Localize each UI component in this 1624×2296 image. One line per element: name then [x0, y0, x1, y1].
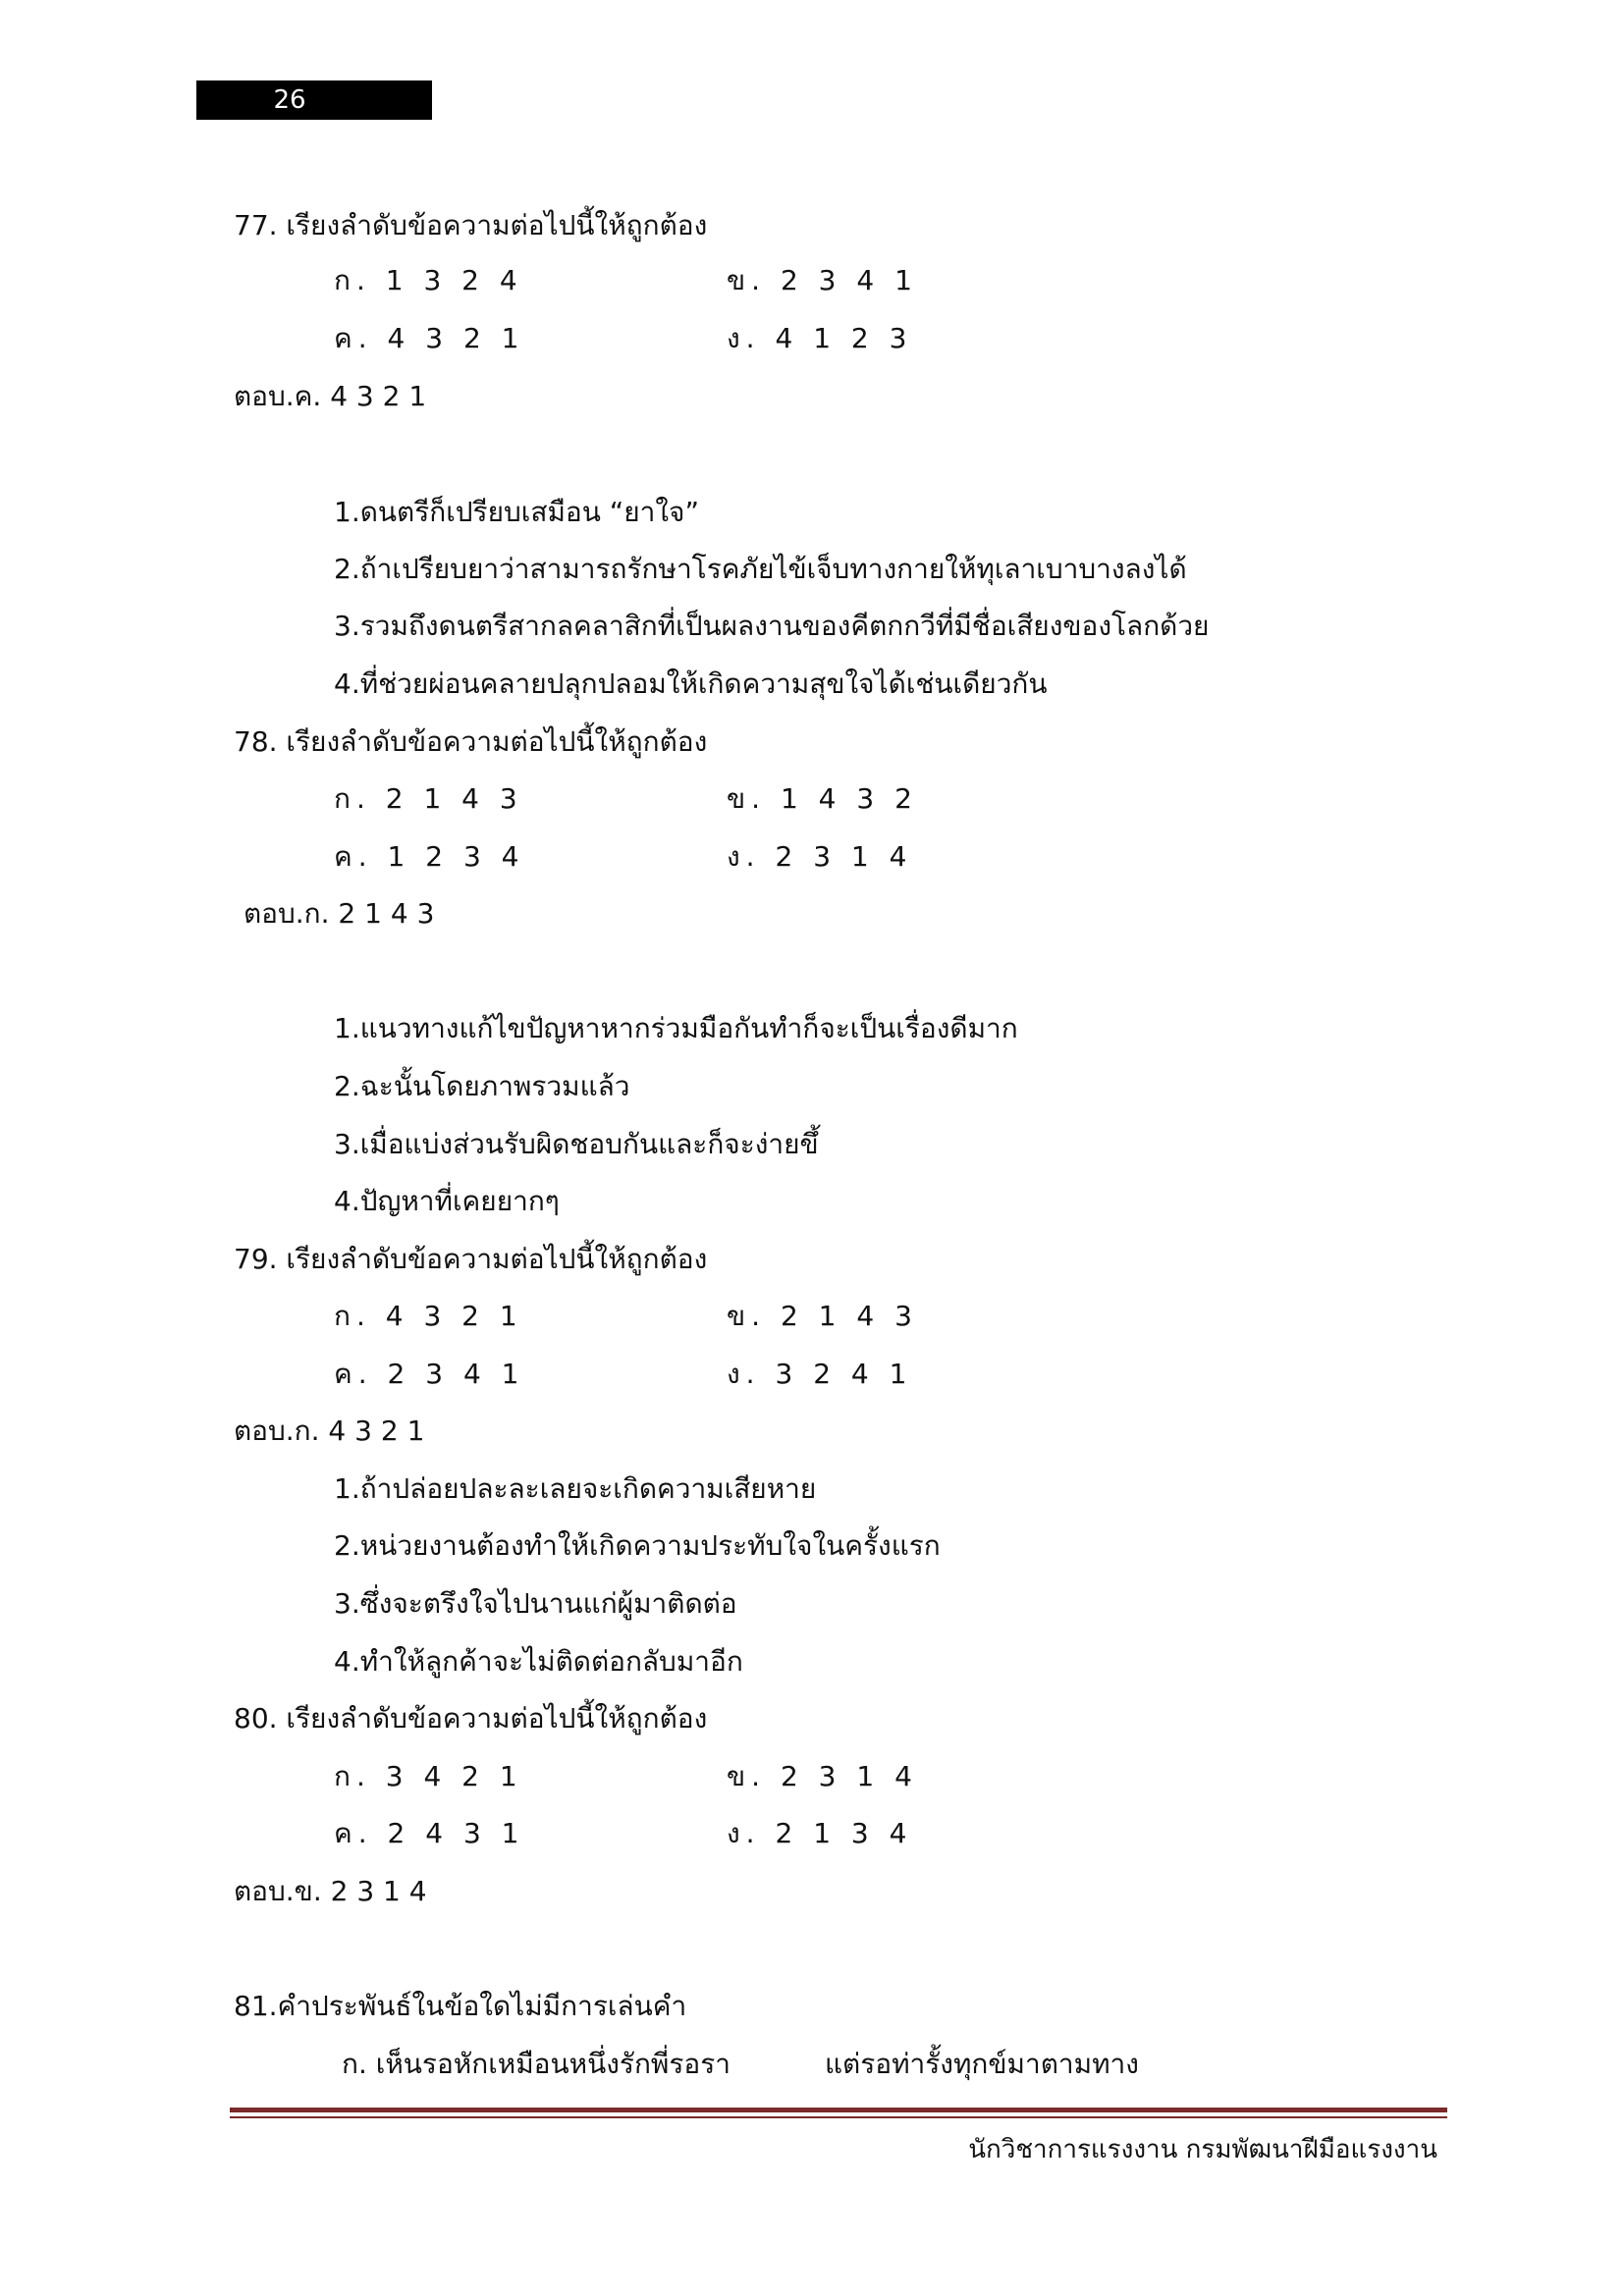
q79-option-b: ข. 2 1 4 3 — [727, 1300, 918, 1332]
q80-item-1: 1.ถ้าปล่อยปละละเลยจะเกิดความเสียหาย — [334, 1472, 817, 1505]
page-number: 26 — [273, 85, 306, 115]
page-number-box — [196, 80, 432, 120]
q77-option-b: ข. 2 3 4 1 — [727, 264, 918, 296]
q79-item-4: 4.ปัญหาที่เคยยากๆ — [334, 1185, 560, 1217]
question-81: 81.คำประพันธ์ในข้อใดไม่มีการเล่นคำ — [234, 1990, 687, 2022]
q78-option-c: ค. 1 2 3 4 — [334, 840, 525, 873]
q81-option-a-line2: แต่รอท่ารั้งทุกข์มาตามทาง — [825, 2048, 1139, 2080]
question-77: 77. เรียงลำดับข้อความต่อไปนี้ให้ถูกต้อง — [234, 209, 708, 241]
q78-item-1: 1.ดนตรีก็เปรียบเสมือน “ยาใจ” — [334, 496, 699, 528]
q80-item-3: 3.ซึ่งจะตรึงใจไปนานแก่ผู้มาติดต่อ — [334, 1587, 737, 1620]
q79-option-c: ค. 2 3 4 1 — [334, 1358, 525, 1390]
q80-answer: ตอบ.ข. 2 3 1 4 — [234, 1875, 427, 1907]
q80-option-c: ค. 2 4 3 1 — [334, 1817, 525, 1849]
q78-item-4: 4.ที่ช่วยผ่อนคลายปลุกปลอมให้เกิดความสุขใจได้เช่นเดียวกัน — [334, 667, 1048, 700]
q81-option-a-line1: ก. เห็นรอหักเหมือนหนึ่งรักพี่รอรา — [342, 2048, 731, 2080]
q79-item-2: 2.ฉะนั้นโดยภาพรวมแล้ว — [334, 1070, 630, 1102]
q79-option-d: ง. 3 2 4 1 — [727, 1358, 913, 1390]
q80-item-4: 4.ทำให้ลูกค้าจะไม่ติดต่อกลับมาอีก — [334, 1645, 743, 1678]
q77-option-d: ง. 4 1 2 3 — [727, 322, 913, 354]
q77-answer: ตอบ.ค. 4 3 2 1 — [234, 380, 427, 412]
q79-item-3: 3.เมื่อแบ่งส่วนรับผิดชอบกันและก็จะง่ายขึ้ — [334, 1128, 819, 1160]
q78-option-d: ง. 2 3 1 4 — [727, 840, 913, 873]
footer-rule-thin — [230, 2116, 1447, 2118]
q77-option-a: ก. 1 3 2 4 — [334, 264, 523, 296]
q80-item-2: 2.หน่วยงานต้องทำให้เกิดความประทับใจในครั้งแรก — [334, 1529, 941, 1562]
question-80: 80. เรียงลำดับข้อความต่อไปนี้ให้ถูกต้อง — [234, 1702, 708, 1735]
q80-option-a: ก. 3 4 2 1 — [334, 1760, 523, 1792]
q77-option-c: ค. 4 3 2 1 — [334, 322, 525, 354]
q79-option-a: ก. 4 3 2 1 — [334, 1300, 523, 1332]
q79-answer: ตอบ.ก. 4 3 2 1 — [234, 1415, 425, 1447]
q78-item-2: 2.ถ้าเปรียบยาว่าสามารถรักษาโรคภัยไข้เจ็บทางกายให้ทุเลาเบาบางลงได้ — [334, 553, 1187, 585]
footer-text: นักวิชาการแรงงาน กรมพัฒนาฝีมือแรงงาน — [968, 2135, 1437, 2164]
question-79: 79. เรียงลำดับข้อความต่อไปนี้ให้ถูกต้อง — [234, 1243, 708, 1275]
question-78: 78. เรียงลำดับข้อความต่อไปนี้ให้ถูกต้อง — [234, 725, 708, 758]
q78-option-b: ข. 1 4 3 2 — [727, 782, 918, 815]
q79-item-1: 1.แนวทางแก้ไขปัญหาหากร่วมมือกันทำก็จะเป็นเรื่องดีมาก — [334, 1012, 1018, 1044]
q80-option-b: ข. 2 3 1 4 — [727, 1760, 918, 1792]
footer-rule-thick — [230, 2108, 1447, 2112]
q78-answer: ตอบ.ก. 2 1 4 3 — [244, 897, 435, 930]
q80-option-d: ง. 2 1 3 4 — [727, 1817, 913, 1849]
q78-option-a: ก. 2 1 4 3 — [334, 782, 523, 815]
q78-item-3: 3.รวมถึงดนตรีสากลคลาสิกที่เป็นผลงานของคีตกกวีที่มีชื่อเสียงของโลกด้วย — [334, 610, 1210, 642]
